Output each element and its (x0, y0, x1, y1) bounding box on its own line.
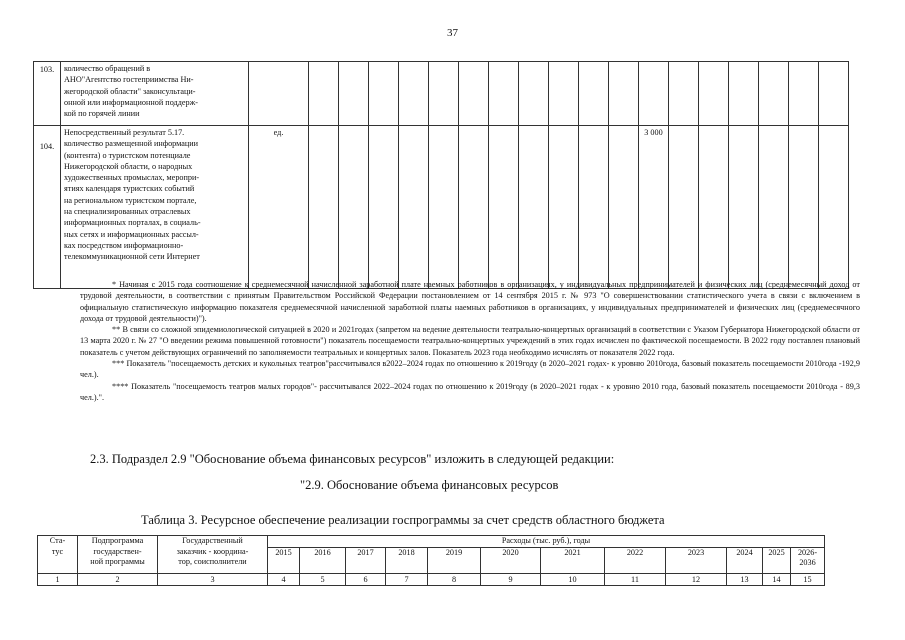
section-heading: "2.9. Обоснование объема финансовых ресурсов (300, 478, 559, 492)
row-value-cell (339, 126, 369, 289)
row-value-cell (759, 62, 789, 126)
row-value-cell (609, 126, 639, 289)
column-number: 13 (727, 573, 763, 585)
row-value-cell (639, 62, 669, 126)
row-value-cell (309, 126, 339, 289)
header-expenses: Расходы (тыс. руб.), годы (268, 536, 825, 548)
column-number: 14 (763, 573, 791, 585)
row-value-cell (489, 126, 519, 289)
year-header: 2015 (268, 547, 300, 573)
year-header: 2024 (727, 547, 763, 573)
row-value-cell (459, 126, 489, 289)
row-value-cell (669, 126, 699, 289)
row-value-cell (549, 62, 579, 126)
row-value-cell (369, 62, 399, 126)
row-value-cell (789, 126, 819, 289)
row-value-cell (669, 62, 699, 126)
resource-table (37, 535, 825, 586)
page-number: 37 (447, 27, 458, 39)
column-number: 6 (346, 573, 386, 585)
row-description: количество обращений в АНО"Агентство гостеприимства Ни- жегородской области" законсультаци- онной или информационной поддерж- кой по горячей линии (61, 62, 249, 126)
row-unit: ед. (249, 126, 309, 289)
table-row (34, 62, 849, 126)
row-number: 103. (34, 62, 61, 126)
row-value-cell (309, 62, 339, 126)
year-header: 2023 (666, 547, 727, 573)
column-number: 9 (481, 573, 541, 585)
row-value-cell (519, 62, 549, 126)
row-number: 104. (34, 126, 61, 289)
table-title: Таблица 3. Ресурсное обеспечение реализации госпрограммы за счет средств областного бюджета (141, 513, 665, 527)
row-value-cell (519, 126, 549, 289)
row-value-cell (729, 62, 759, 126)
year-header: 2025 (763, 547, 791, 573)
row-unit (249, 62, 309, 126)
row-value-cell: 3 000 (639, 126, 669, 289)
row-value-cell (429, 62, 459, 126)
column-number: 10 (541, 573, 605, 585)
column-number: 2 (78, 573, 158, 585)
year-header: 2017 (346, 547, 386, 573)
row-value-cell (579, 62, 609, 126)
year-header: 2018 (386, 547, 428, 573)
year-header: 2021 (541, 547, 605, 573)
column-number: 15 (791, 573, 825, 585)
year-header: 2020 (481, 547, 541, 573)
column-number: 12 (666, 573, 727, 585)
column-number: 4 (268, 573, 300, 585)
row-value-cell (609, 62, 639, 126)
row-value-cell (459, 62, 489, 126)
row-description: Непосредственный результат 5.17. количество размещенной информации (контента) о туристском потенциале Нижегородской области, о народных художественных промыслах, меропри- ятиях календаря туристских событий на региональном туристском портале, на специализированных отраслевых информационных порталах, в социаль- ных сетях и информационных рассыл- ках посредством информационно- телекоммуникационной сети Интернет (61, 126, 249, 289)
footnote-2: ** В связи со сложной эпидемиологической ситуацией в 2020 и 2021годах (запретом на ведение деятельности театрально-концертных организаций в соответствии с Указом Губернатора Нижегородской области от 13 марта 2020 г. № 27 "О введении режима повышенной готовности") показатель посещаемости театрально-концертных учреждений в этих годах исчислен по фактической посещаемости. В 2022 году поставлен плановый показатель с учетом действующих ограничений по заполняемости театральных и концертных залов. Показатель 2023 года необходимо исчислять от показателя 2022 года. (80, 325, 860, 357)
row-value-cell (729, 126, 759, 289)
footnote-3: *** Показатель "посещаемость детских и кукольных театров"рассчитывался в2022–2024 годах по отношению к 2019году (в 2020–2021 годах- к уровню 2010года, базовый показатель посещаемости 2010года -192,9 чел.). (80, 359, 860, 380)
row-value-cell (429, 126, 459, 289)
header-subprogram: Подпрограмма государствен- ной программы (78, 536, 158, 574)
column-numbers-row (38, 573, 825, 585)
row-value-cell (339, 62, 369, 126)
year-header: 2022 (605, 547, 666, 573)
header-status: Ста- тус (38, 536, 78, 574)
column-number: 3 (158, 573, 268, 585)
row-value-cell (699, 126, 729, 289)
table-row (34, 126, 849, 289)
footnotes (80, 279, 860, 403)
column-number: 8 (428, 573, 481, 585)
row-value-cell (549, 126, 579, 289)
row-value-cell (699, 62, 729, 126)
header-customer: Государственный заказчик - координа- тор, соисполнители (158, 536, 268, 574)
row-value-cell (789, 62, 819, 126)
row-value-cell (489, 62, 519, 126)
column-number: 1 (38, 573, 78, 585)
year-header: 2026- 2036 (791, 547, 825, 573)
row-value-cell (399, 126, 429, 289)
indicators-table (33, 61, 849, 289)
row-value-cell (819, 126, 849, 289)
row-value-cell (759, 126, 789, 289)
footnote-4: **** Показатель "посещаемость театров малых городов"- рассчитывался 2022–2024 годах по отношению к 2019году (в 2020–2021 годах - к уровню 2010 года, базовый показатель посещаемости 2010года - 89,3 чел.).". (80, 381, 860, 402)
column-number: 11 (605, 573, 666, 585)
subsection-heading: 2.3. Подраздел 2.9 "Обоснование объема финансовых ресурсов" изложить в следующей редакции: (90, 452, 615, 466)
year-header: 2019 (428, 547, 481, 573)
row-value-cell (399, 62, 429, 126)
column-number: 5 (300, 573, 346, 585)
row-value-cell (819, 62, 849, 126)
column-number: 7 (386, 573, 428, 585)
year-header: 2016 (300, 547, 346, 573)
row-value-cell (579, 126, 609, 289)
row-value-cell (369, 126, 399, 289)
footnote-1: * Начиная с 2015 года соотношение к среднемесячной начисленной заработной плате наемных работников в организациях, у индивидуальных предпринимателей и физических лиц (среднемесячный доход от трудовой деятельности, в соответствии с принятым Правительством Российской Федерации постановлением от 14 сентября 2015 г. № 973 "О совершенствовании статистического учета в связи с включением в официальную статистическую информацию показателя среднемесячной начисленной заработной платы наемных работников в организациях, у индивидуальных предпринимателей и физических лиц (среднемесячного дохода от трудовой деятельности)"). (80, 280, 860, 323)
